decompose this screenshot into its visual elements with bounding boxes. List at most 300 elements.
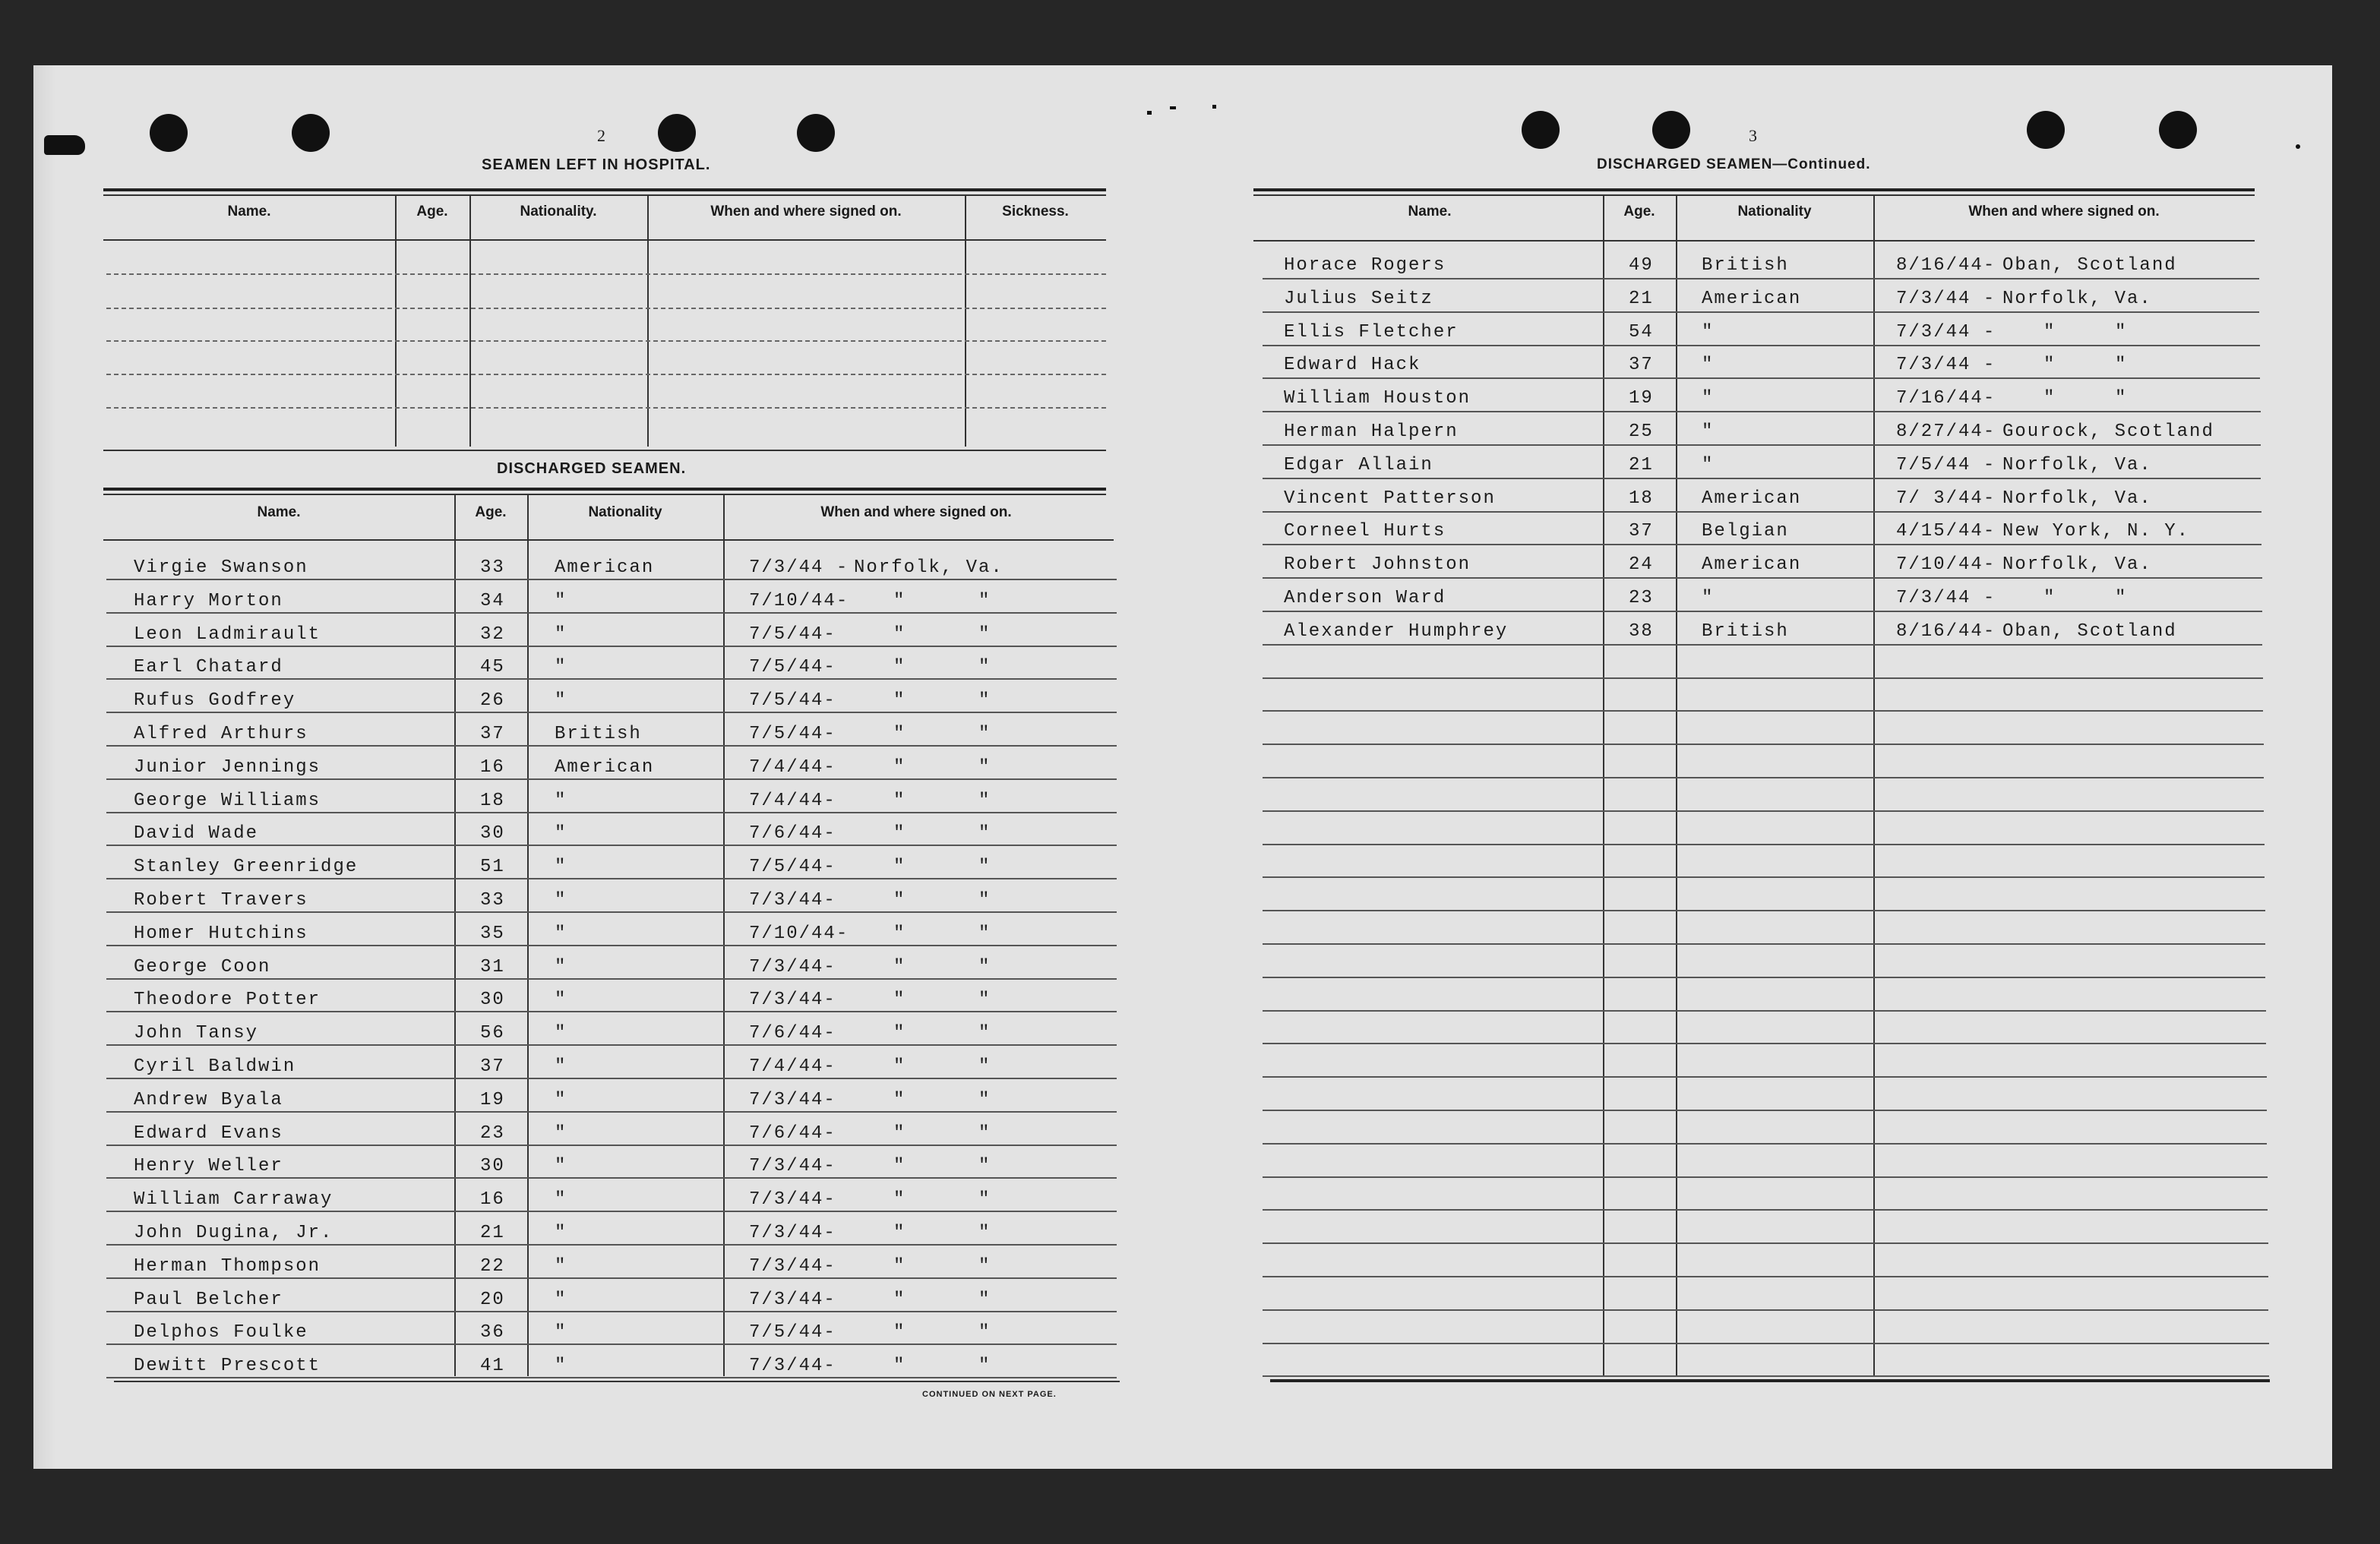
table-row (0, 1023, 1139, 1046)
signed-on-place-ditto: " (978, 1089, 991, 1110)
table-rule (103, 239, 1106, 241)
dust-speck (1212, 105, 1216, 109)
table-row (0, 1223, 1139, 1246)
seaman-nationality: " (1702, 454, 1715, 475)
seaman-nationality: British (1702, 255, 1789, 276)
signed-on-date: 7/6/44- (749, 823, 836, 845)
signed-on-date: 7/10/44- (1896, 554, 1996, 576)
table-row (0, 1356, 1139, 1378)
table-row (0, 1123, 1139, 1146)
signed-on-place-ditto: " (978, 1356, 991, 1377)
signed-on-place: " (893, 1255, 906, 1277)
seaman-nationality: " (555, 624, 567, 645)
seaman-age: 34 (480, 590, 505, 611)
seaman-name: Homer Hutchins (134, 923, 308, 944)
row-rule (1263, 278, 2259, 279)
seaman-name: John Dugina, Jr. (134, 1223, 333, 1243)
row-rule (1263, 810, 2264, 812)
signed-on-date: 7/4/44- (749, 790, 836, 811)
signed-on-place: " (2043, 355, 2056, 376)
signed-on-date: 7/3/44- (749, 1156, 836, 1177)
page-number: 2 (597, 126, 605, 145)
seaman-nationality: " (555, 590, 567, 611)
table-row (0, 957, 1139, 980)
signed-on-date: 7/5/44- (749, 724, 836, 744)
signed-on-date: 7/3/44- (749, 956, 836, 977)
row-rule (1263, 777, 2264, 778)
seaman-name: Edgar Allain (1284, 454, 1433, 475)
signed-on-place: " (893, 823, 906, 845)
page-number: 3 (1749, 126, 1757, 145)
discharged-section-title: DISCHARGED SEAMEN. (497, 460, 687, 477)
column-header: Name. (227, 204, 271, 219)
row-rule (1263, 1010, 2266, 1012)
table-row (0, 757, 1139, 780)
seaman-age: 19 (480, 1089, 505, 1110)
row-rule (1263, 577, 2262, 579)
row-rule (1263, 1343, 2269, 1344)
row-rule (1263, 1242, 2268, 1244)
punch-hole (797, 114, 835, 152)
table-row (0, 1056, 1139, 1079)
seaman-name: David Wade (134, 823, 259, 845)
seaman-nationality: " (555, 1322, 567, 1344)
seaman-age: 35 (480, 923, 505, 944)
seaman-name: Robert Johnston (1284, 554, 1471, 576)
table-row (0, 621, 2355, 644)
seaman-name: Leon Ladmirault (134, 624, 321, 645)
seaman-name: Stanley Greenridge (134, 857, 359, 878)
row-rule (1263, 411, 2261, 412)
seaman-age: 30 (480, 1156, 505, 1177)
seaman-name: Vincent Patterson (1284, 488, 1496, 509)
seaman-age: 37 (1629, 521, 1654, 542)
signed-on-place-ditto: " (2115, 321, 2128, 343)
row-rule (1263, 377, 2260, 379)
seaman-age: 33 (480, 890, 505, 911)
signed-on-place-ditto: " (978, 1156, 991, 1177)
seaman-age: 24 (1629, 554, 1654, 576)
table-rule (1270, 1379, 2270, 1382)
seaman-age: 30 (480, 990, 505, 1011)
seaman-name: George Williams (134, 790, 321, 811)
signed-on-date: 7/10/44- (749, 923, 849, 944)
signed-on-date: 8/16/44- (1896, 620, 1996, 642)
seaman-age: 16 (480, 756, 505, 778)
punch-hole (292, 114, 330, 152)
signed-on-place: " (2043, 321, 2056, 343)
seaman-age: 21 (1629, 454, 1654, 475)
row-rule (1263, 943, 2265, 945)
signed-on-place: Norfolk, Va. (2002, 288, 2152, 309)
signed-on-place-ditto: " (978, 923, 991, 944)
signed-on-place: Oban, Scotland (2002, 255, 2177, 276)
seaman-nationality: " (1702, 355, 1715, 376)
signed-on-place-ditto: " (978, 857, 991, 878)
seaman-age: 21 (480, 1223, 505, 1243)
table-row (0, 823, 1139, 846)
row-rule (1263, 1043, 2266, 1044)
signed-on-place: " (893, 990, 906, 1011)
signed-on-place-ditto: " (978, 690, 991, 712)
signed-on-place-ditto: " (978, 1189, 991, 1211)
seaman-nationality: " (555, 790, 567, 811)
signed-on-place: Norfolk, Va. (2002, 554, 2152, 576)
signed-on-place-ditto: " (978, 890, 991, 911)
signed-on-place-ditto: " (2115, 355, 2128, 376)
signed-on-place-ditto: " (978, 1223, 991, 1243)
column-header: Name. (257, 504, 301, 520)
seaman-age: 37 (480, 1056, 505, 1077)
signed-on-date: 7/10/44- (749, 590, 849, 611)
signed-on-place: " (893, 1089, 906, 1110)
row-rule (1263, 876, 2265, 878)
row-rule (1263, 1209, 2268, 1211)
signed-on-date: 7/3/44 - (1896, 321, 1996, 343)
table-row (0, 724, 1139, 747)
table-row (0, 355, 2355, 377)
row-rule (1263, 910, 2265, 911)
seaman-age: 19 (1629, 388, 1654, 409)
signed-on-place: Norfolk, Va. (2002, 488, 2152, 509)
table-row (0, 289, 2355, 311)
seaman-nationality: British (1702, 620, 1789, 642)
table-row (0, 422, 2355, 444)
signed-on-date: 7/5/44- (749, 624, 836, 645)
row-rule (1263, 677, 2263, 679)
table-row (0, 657, 1139, 680)
signed-on-place: " (2043, 588, 2056, 608)
seaman-age: 20 (480, 1289, 505, 1310)
signed-on-place-ditto: " (978, 823, 991, 845)
seaman-age: 30 (480, 823, 505, 845)
seaman-name: Junior Jennings (134, 756, 321, 778)
seaman-name: Rufus Godfrey (134, 690, 296, 712)
row-rule (1263, 611, 2262, 612)
hospital-section-title: SEAMEN LEFT IN HOSPITAL. (482, 156, 711, 173)
seaman-nationality: " (555, 690, 567, 712)
seaman-name: Virgie Swanson (134, 557, 308, 578)
signed-on-place: " (893, 923, 906, 944)
row-rule (1263, 1375, 2269, 1377)
seaman-name: Corneel Hurts (1284, 521, 1446, 542)
table-row (0, 588, 2355, 611)
signed-on-date: 7/3/44- (749, 1255, 836, 1277)
seaman-nationality: " (555, 1089, 567, 1110)
signed-on-place: " (2043, 388, 2056, 409)
signed-on-date: 7/4/44- (749, 1056, 836, 1077)
seaman-nationality: " (555, 1289, 567, 1310)
signed-on-place-ditto: " (978, 1289, 991, 1310)
signed-on-date: 7/3/44 - (1896, 355, 1996, 376)
column-header: Age. (1623, 204, 1655, 219)
seaman-age: 38 (1629, 620, 1654, 642)
signed-on-place: Oban, Scotland (2002, 620, 2177, 642)
table-row (0, 455, 2355, 478)
punch-hole (150, 114, 188, 152)
punch-hole (2159, 111, 2197, 149)
signed-on-place: " (893, 1289, 906, 1310)
seaman-nationality: " (1702, 588, 1715, 608)
table-row (0, 322, 2355, 345)
signed-on-date: 7/3/44- (749, 890, 836, 911)
signed-on-date: 8/27/44- (1896, 422, 1996, 442)
seaman-nationality: " (555, 1056, 567, 1077)
signed-on-date: 7/ 3/44- (1896, 488, 1996, 509)
row-rule (1263, 1143, 2267, 1145)
seaman-nationality: " (555, 1023, 567, 1044)
row-rule (1263, 345, 2260, 346)
seaman-nationality: " (555, 956, 567, 977)
table-row (0, 488, 2355, 511)
seaman-nationality: " (555, 990, 567, 1011)
signed-on-place-ditto: " (978, 790, 991, 811)
signed-on-place: " (893, 624, 906, 645)
table-row (0, 1256, 1139, 1279)
signed-on-place: " (893, 1223, 906, 1243)
column-header: Name. (1408, 204, 1452, 219)
table-rule (103, 450, 1106, 451)
row-rule (1263, 311, 2259, 313)
seaman-name: Alexander Humphrey (1284, 620, 1509, 642)
row-rule (1263, 1309, 2268, 1311)
signed-on-date: 7/5/44 - (1896, 454, 1996, 475)
seaman-nationality: " (555, 1156, 567, 1177)
signed-on-place-ditto: " (978, 624, 991, 645)
seaman-name: Alfred Arthurs (134, 724, 308, 744)
table-row (0, 1156, 1139, 1179)
signed-on-date: 7/6/44- (749, 1023, 836, 1044)
dust-speck (2296, 144, 2300, 149)
seaman-name: Cyril Baldwin (134, 1056, 296, 1077)
signed-on-place: " (893, 724, 906, 744)
seaman-name: Paul Belcher (134, 1289, 283, 1310)
continued-section-title: DISCHARGED SEAMEN—Continued. (1597, 156, 1871, 172)
signed-on-place-ditto: " (978, 657, 991, 678)
seaman-nationality: " (555, 890, 567, 911)
signed-on-place: " (893, 590, 906, 611)
signed-on-date: 7/5/44- (749, 690, 836, 712)
column-header: When and where signed on. (710, 204, 902, 219)
seaman-name: George Coon (134, 956, 271, 977)
table-row (0, 1189, 1139, 1212)
row-rule (1263, 1110, 2267, 1111)
seaman-nationality: " (1702, 321, 1715, 343)
seaman-age: 36 (480, 1322, 505, 1344)
continued-note: CONTINUED ON NEXT PAGE. (922, 1390, 1057, 1399)
signed-on-place-ditto: " (978, 1255, 991, 1277)
punch-hole (2027, 111, 2065, 149)
signed-on-place-ditto: " (978, 956, 991, 977)
row-rule (1263, 744, 2264, 745)
table-row (0, 990, 1139, 1012)
seaman-age: 37 (1629, 355, 1654, 376)
seaman-nationality: " (555, 1356, 567, 1377)
signed-on-place-ditto: " (2115, 588, 2128, 608)
seaman-name: Julius Seitz (1284, 288, 1433, 309)
seaman-age: 31 (480, 956, 505, 977)
signed-on-place: " (893, 1023, 906, 1044)
table-row (0, 255, 2355, 278)
seaman-name: Andrew Byala (134, 1089, 283, 1110)
seaman-nationality: " (555, 823, 567, 845)
row-rule (1263, 1076, 2267, 1078)
signed-on-date: 7/3/44- (749, 1089, 836, 1110)
table-rule (1253, 194, 2255, 196)
table-row (0, 890, 1139, 913)
signed-on-place-ditto: " (978, 756, 991, 778)
signed-on-place: " (893, 890, 906, 911)
seaman-name: Earl Chatard (134, 657, 283, 678)
column-header: Nationality (1737, 204, 1812, 219)
tear-mark (44, 135, 85, 155)
column-header: When and where signed on. (1968, 204, 2160, 219)
signed-on-place-ditto: " (2115, 388, 2128, 409)
seaman-name: Theodore Potter (134, 990, 321, 1011)
row-rule (1263, 444, 2261, 446)
table-row (0, 1090, 1139, 1113)
seaman-name: Herman Halpern (1284, 422, 1459, 442)
seaman-name: Delphos Foulke (134, 1322, 308, 1344)
seaman-name: Edward Evans (134, 1122, 283, 1144)
table-rule (1253, 240, 2255, 242)
row-rule (1263, 511, 2261, 513)
column-header: Nationality. (520, 204, 597, 219)
punch-hole (1522, 111, 1560, 149)
signed-on-place: " (893, 657, 906, 678)
dust-speck (1147, 111, 1152, 115)
seaman-age: 23 (480, 1122, 505, 1144)
signed-on-place: " (893, 1322, 906, 1344)
signed-on-place-ditto: " (978, 1322, 991, 1344)
signed-on-place-ditto: " (978, 590, 991, 611)
table-rule (103, 194, 1106, 196)
row-rule (1263, 1276, 2268, 1277)
signed-on-date: 7/5/44- (749, 857, 836, 878)
signed-on-date: 7/3/44 - (1896, 588, 1996, 608)
signed-on-place: New York, N. Y. (2002, 521, 2190, 542)
signed-on-date: 7/5/44- (749, 657, 836, 678)
signed-on-place-ditto: " (978, 1023, 991, 1044)
signed-on-place-ditto: " (978, 724, 991, 744)
column-header: Age. (475, 504, 507, 520)
dust-speck (1170, 106, 1176, 109)
signed-on-place-ditto: " (978, 1056, 991, 1077)
seaman-age: 41 (480, 1356, 505, 1377)
seaman-nationality: British (555, 724, 642, 744)
seaman-name: Harry Morton (134, 590, 283, 611)
table-rule (1253, 188, 2255, 191)
seaman-nationality: " (1702, 388, 1715, 409)
signed-on-place-ditto: " (978, 990, 991, 1011)
table-row (0, 1290, 1139, 1312)
seaman-nationality: " (555, 923, 567, 944)
seaman-name: Herman Thompson (134, 1255, 321, 1277)
column-header: Age. (416, 204, 448, 219)
row-rule (1263, 478, 2261, 479)
seaman-age: 16 (480, 1189, 505, 1211)
row-rule (1263, 644, 2262, 646)
table-row (0, 924, 1139, 946)
seaman-nationality: " (555, 857, 567, 878)
seaman-age: 32 (480, 624, 505, 645)
seaman-nationality: " (555, 1122, 567, 1144)
punch-hole (658, 114, 696, 152)
signed-on-date: 7/3/44- (749, 1189, 836, 1211)
column-header: Nationality (588, 504, 662, 520)
signed-on-date: 7/3/44 - (1896, 288, 1996, 309)
signed-on-place-ditto: " (978, 1122, 991, 1144)
seaman-age: 22 (480, 1255, 505, 1277)
signed-on-date: 4/15/44- (1896, 521, 1996, 542)
seaman-age: 18 (480, 790, 505, 811)
signed-on-place: " (893, 1189, 906, 1211)
seaman-name: Edward Hack (1284, 355, 1421, 376)
punch-hole (1652, 111, 1690, 149)
signed-on-date: 7/3/44 - (749, 557, 849, 578)
row-rule (1263, 544, 2261, 545)
seaman-nationality: American (555, 557, 655, 578)
seaman-name: Anderson Ward (1284, 588, 1446, 608)
table-row (0, 554, 2355, 577)
seaman-age: 56 (480, 1023, 505, 1044)
signed-on-place: Gourock, Scotland (2002, 422, 2214, 442)
seaman-age: 37 (480, 724, 505, 744)
table-rule (114, 1381, 1120, 1382)
signed-on-date: 8/16/44- (1896, 255, 1996, 276)
signed-on-place: " (893, 690, 906, 712)
row-rule (1263, 710, 2263, 712)
seaman-age: 45 (480, 657, 505, 678)
row-rule (1263, 844, 2265, 845)
signed-on-date: 7/5/44- (749, 1322, 836, 1344)
signed-on-date: 7/16/44- (1896, 388, 1996, 409)
signed-on-place: Norfolk, Va. (2002, 454, 2152, 475)
seaman-nationality: " (555, 1223, 567, 1243)
seaman-name: Robert Travers (134, 890, 308, 911)
table-row (0, 1322, 1139, 1345)
signed-on-date: 7/3/44- (749, 1223, 836, 1243)
signed-on-place: " (893, 857, 906, 878)
seaman-nationality: " (555, 1255, 567, 1277)
signed-on-place: " (893, 1056, 906, 1077)
seaman-nationality: American (1702, 288, 1802, 309)
seaman-nationality: American (1702, 554, 1802, 576)
signed-on-place: " (893, 1156, 906, 1177)
seaman-name: John Tansy (134, 1023, 259, 1044)
row-rule (1263, 977, 2265, 978)
seaman-nationality: Belgian (1702, 521, 1789, 542)
signed-on-place: " (893, 1122, 906, 1144)
signed-on-date: 7/3/44- (749, 1289, 836, 1310)
table-row (0, 791, 1139, 813)
seaman-age: 54 (1629, 321, 1654, 343)
signed-on-date: 7/3/44- (749, 990, 836, 1011)
signed-on-place: " (893, 756, 906, 778)
seaman-nationality: American (1702, 488, 1802, 509)
seaman-name: Henry Weller (134, 1156, 283, 1177)
seaman-age: 25 (1629, 422, 1654, 442)
table-rule (103, 188, 1106, 191)
seaman-age: 26 (480, 690, 505, 712)
column-header: When and where signed on. (820, 504, 1012, 520)
seaman-name: Ellis Fletcher (1284, 321, 1459, 343)
seaman-name: William Carraway (134, 1189, 333, 1211)
seaman-age: 18 (1629, 488, 1654, 509)
table-row (0, 857, 1139, 879)
seaman-nationality: American (555, 756, 655, 778)
seaman-nationality: " (555, 657, 567, 678)
